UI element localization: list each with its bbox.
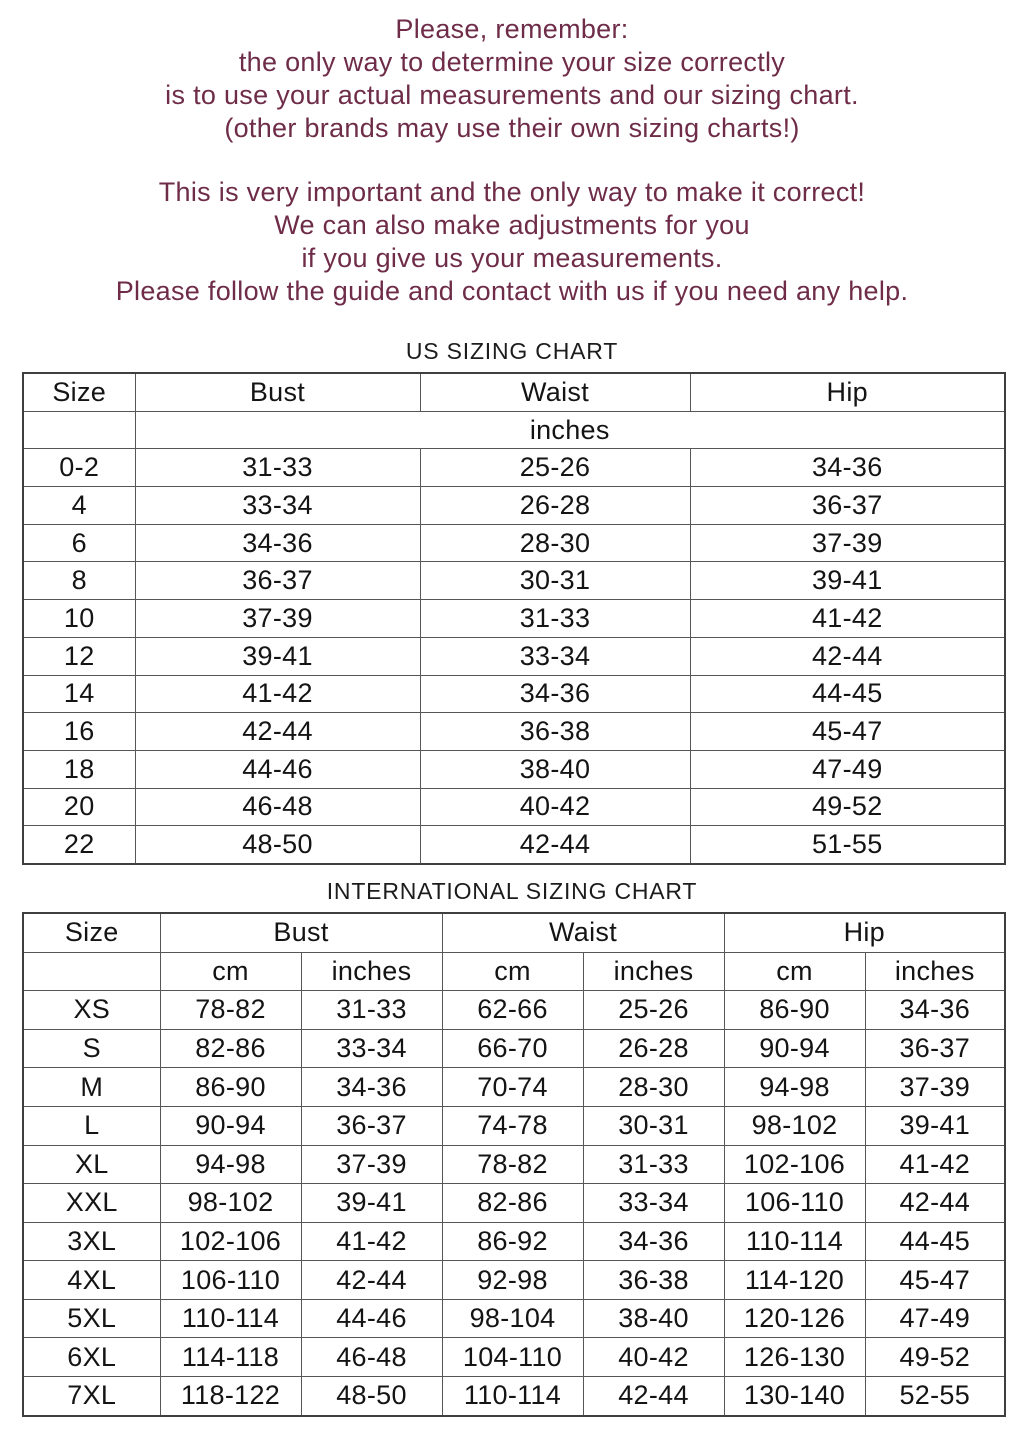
table-cell: 28-30 (583, 1068, 724, 1107)
table-cell: 26-28 (420, 487, 690, 525)
table-cell: 36-38 (583, 1261, 724, 1300)
table-cell: 92-98 (442, 1261, 583, 1300)
table-cell: XS (23, 991, 160, 1030)
table-cell: 36-38 (420, 713, 690, 751)
table-cell: 34-36 (420, 675, 690, 713)
table-cell: 4XL (23, 1261, 160, 1300)
table-cell: 48-50 (301, 1377, 442, 1416)
table-cell: 98-102 (724, 1106, 865, 1145)
table-cell: 34-36 (301, 1068, 442, 1107)
table-cell: 31-33 (135, 449, 420, 487)
intl-unit-row (23, 952, 1005, 991)
table-cell: 42-44 (301, 1261, 442, 1300)
table-cell: 8 (23, 562, 135, 600)
table-row (23, 1338, 1005, 1377)
table-cell: 98-104 (442, 1299, 583, 1338)
table-cell: 31-33 (420, 600, 690, 638)
table-cell: 37-39 (690, 524, 1005, 562)
table-cell: 94-98 (724, 1068, 865, 1107)
intro-line: We can also make adjustments for you (274, 210, 750, 240)
table-row (23, 1222, 1005, 1261)
table-cell: 42-44 (420, 826, 690, 864)
table-cell: S (23, 1029, 160, 1068)
table-cell: 51-55 (690, 826, 1005, 864)
unit-label-inches: inches (135, 411, 1005, 449)
intro-stanza-remember (0, 0, 1024, 145)
us-header-row (23, 373, 1005, 411)
table-cell: 49-52 (690, 788, 1005, 826)
table-cell: 26-28 (583, 1029, 724, 1068)
table-cell: 90-94 (160, 1106, 301, 1145)
table-cell: 82-86 (442, 1184, 583, 1223)
table-cell: 42-44 (865, 1184, 1005, 1223)
table-cell: 37-39 (865, 1068, 1005, 1107)
table-row (23, 562, 1005, 600)
table-cell: XL (23, 1145, 160, 1184)
empty-cell (23, 411, 135, 449)
table-cell: 102-106 (724, 1145, 865, 1184)
table-cell: 78-82 (442, 1145, 583, 1184)
table-cell: 30-31 (583, 1106, 724, 1145)
table-cell: 33-34 (135, 487, 420, 525)
column-header-bust: Bust (135, 373, 420, 411)
column-header-hip: Hip (724, 913, 1005, 952)
table-cell: 22 (23, 826, 135, 864)
table-cell: 48-50 (135, 826, 420, 864)
column-header-size: Size (23, 373, 135, 411)
unit-label-cm: cm (442, 952, 583, 991)
table-cell: 38-40 (420, 750, 690, 788)
table-cell: 42-44 (690, 637, 1005, 675)
us-sizing-table (22, 372, 1006, 865)
table-cell: 98-102 (160, 1184, 301, 1223)
table-cell: 10 (23, 600, 135, 638)
table-cell: 86-90 (160, 1068, 301, 1107)
table-cell: 39-41 (865, 1106, 1005, 1145)
table-cell: 102-106 (160, 1222, 301, 1261)
table-cell: 31-33 (301, 991, 442, 1030)
column-header-size: Size (23, 913, 160, 952)
table-cell: 39-41 (690, 562, 1005, 600)
table-cell: 12 (23, 637, 135, 675)
table-cell: XXL (23, 1184, 160, 1223)
table-row (23, 1261, 1005, 1300)
table-cell: 118-122 (160, 1377, 301, 1416)
table-cell: 6 (23, 524, 135, 562)
table-cell: 14 (23, 675, 135, 713)
table-row (23, 826, 1005, 864)
table-cell: 42-44 (583, 1377, 724, 1416)
table-cell: 62-66 (442, 991, 583, 1030)
table-cell: 47-49 (690, 750, 1005, 788)
table-cell: 114-120 (724, 1261, 865, 1300)
table-cell: 120-126 (724, 1299, 865, 1338)
intro-line: This is very important and the only way to make it correct! (158, 177, 866, 207)
table-cell: 33-34 (583, 1184, 724, 1223)
international-sizing-table (22, 912, 1006, 1417)
unit-label-inches: inches (301, 952, 442, 991)
table-cell: 45-47 (865, 1261, 1005, 1300)
intro-line: if you give us your measurements. (301, 243, 723, 273)
table-cell: L (23, 1106, 160, 1145)
table-row (23, 524, 1005, 562)
table-cell: 25-26 (583, 991, 724, 1030)
intro-line: Please follow the guide and contact with us if you need any help. (115, 276, 909, 306)
table-cell: 49-52 (865, 1338, 1005, 1377)
table-cell: 114-118 (160, 1338, 301, 1377)
table-cell: 46-48 (301, 1338, 442, 1377)
table-cell: M (23, 1068, 160, 1107)
intro-text (0, 0, 1024, 308)
table-cell: 46-48 (135, 788, 420, 826)
table-row (23, 750, 1005, 788)
table-cell: 37-39 (135, 600, 420, 638)
table-cell: 6XL (23, 1338, 160, 1377)
table-cell: 44-46 (135, 750, 420, 788)
table-cell: 3XL (23, 1222, 160, 1261)
table-cell: 90-94 (724, 1029, 865, 1068)
table-cell: 106-110 (160, 1261, 301, 1300)
table-cell: 86-92 (442, 1222, 583, 1261)
table-cell: 7XL (23, 1377, 160, 1416)
table-cell: 41-42 (690, 600, 1005, 638)
table-cell: 45-47 (690, 713, 1005, 751)
table-cell: 44-46 (301, 1299, 442, 1338)
column-header-bust: Bust (160, 913, 442, 952)
us-chart-title: US SIZING CHART (405, 338, 619, 364)
table-cell: 5XL (23, 1299, 160, 1338)
table-cell: 36-37 (135, 562, 420, 600)
table-cell: 78-82 (160, 991, 301, 1030)
table-cell: 4 (23, 487, 135, 525)
table-cell: 37-39 (301, 1145, 442, 1184)
us-unit-row (23, 411, 1005, 449)
column-header-waist: Waist (442, 913, 724, 952)
table-cell: 0-2 (23, 449, 135, 487)
table-cell: 104-110 (442, 1338, 583, 1377)
intro-line: (other brands may use their own sizing charts!) (224, 113, 800, 143)
table-row (23, 788, 1005, 826)
table-cell: 47-49 (865, 1299, 1005, 1338)
unit-label-inches: inches (583, 952, 724, 991)
table-cell: 39-41 (301, 1184, 442, 1223)
column-header-waist: Waist (420, 373, 690, 411)
table-cell: 41-42 (865, 1145, 1005, 1184)
table-cell: 82-86 (160, 1029, 301, 1068)
table-cell: 74-78 (442, 1106, 583, 1145)
empty-cell (23, 952, 160, 991)
intro-line: Please, remember: (395, 14, 629, 44)
table-cell: 41-42 (135, 675, 420, 713)
table-cell: 40-42 (583, 1338, 724, 1377)
table-cell: 130-140 (724, 1377, 865, 1416)
table-cell: 42-44 (135, 713, 420, 751)
table-cell: 38-40 (583, 1299, 724, 1338)
table-cell: 41-42 (301, 1222, 442, 1261)
table-cell: 86-90 (724, 991, 865, 1030)
table-row (23, 1377, 1005, 1416)
table-row (23, 487, 1005, 525)
table-cell: 34-36 (583, 1222, 724, 1261)
table-cell: 33-34 (301, 1029, 442, 1068)
table-cell: 18 (23, 750, 135, 788)
table-cell: 36-37 (301, 1106, 442, 1145)
table-cell: 28-30 (420, 524, 690, 562)
table-cell: 36-37 (690, 487, 1005, 525)
table-row (23, 991, 1005, 1030)
table-row (23, 1299, 1005, 1338)
table-cell: 66-70 (442, 1029, 583, 1068)
table-cell: 110-114 (442, 1377, 583, 1416)
table-row (23, 675, 1005, 713)
table-row (23, 1106, 1005, 1145)
table-row (23, 449, 1005, 487)
column-header-hip: Hip (690, 373, 1005, 411)
table-cell: 94-98 (160, 1145, 301, 1184)
table-cell: 30-31 (420, 562, 690, 600)
table-cell: 34-36 (135, 524, 420, 562)
table-row (23, 1184, 1005, 1223)
table-cell: 40-42 (420, 788, 690, 826)
table-row (23, 600, 1005, 638)
table-cell: 126-130 (724, 1338, 865, 1377)
unit-label-inches: inches (865, 952, 1005, 991)
table-cell: 39-41 (135, 637, 420, 675)
table-cell: 16 (23, 713, 135, 751)
table-cell: 106-110 (724, 1184, 865, 1223)
table-cell: 110-114 (160, 1299, 301, 1338)
table-row (23, 1029, 1005, 1068)
table-cell: 36-37 (865, 1029, 1005, 1068)
table-cell: 33-34 (420, 637, 690, 675)
table-row (23, 637, 1005, 675)
intro-line: the only way to determine your size correctly (238, 47, 786, 77)
table-cell: 31-33 (583, 1145, 724, 1184)
intl-chart-title: INTERNATIONAL SIZING CHART (326, 877, 698, 904)
table-cell: 110-114 (724, 1222, 865, 1261)
table-cell: 52-55 (865, 1377, 1005, 1416)
table-cell: 44-45 (865, 1222, 1005, 1261)
unit-label-cm: cm (724, 952, 865, 991)
table-cell: 20 (23, 788, 135, 826)
intl-header-row (23, 913, 1005, 952)
table-cell: 70-74 (442, 1068, 583, 1107)
table-cell: 34-36 (690, 449, 1005, 487)
table-row (23, 1145, 1005, 1184)
table-row (23, 713, 1005, 751)
table-row (23, 1068, 1005, 1107)
table-cell: 25-26 (420, 449, 690, 487)
intro-stanza-important (0, 176, 1024, 308)
unit-label-cm: cm (160, 952, 301, 991)
table-cell: 44-45 (690, 675, 1005, 713)
table-cell: 34-36 (865, 991, 1005, 1030)
intro-line: is to use your actual measurements and our sizing chart. (165, 80, 859, 110)
